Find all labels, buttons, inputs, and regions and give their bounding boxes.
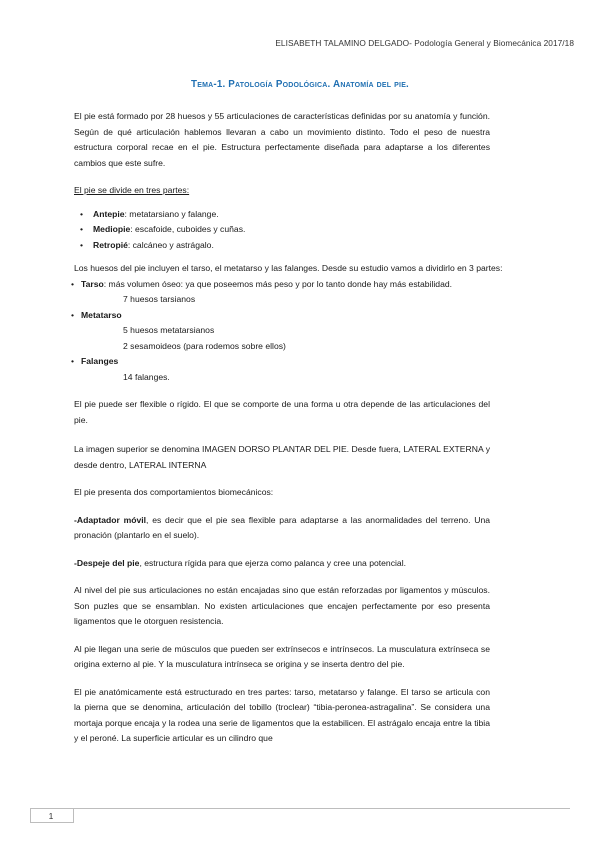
list-item: • Antepie: metatarsiano y falange. [78,207,490,223]
flex-paragraph: El pie puede ser flexible o rígido. El que se comporte de una forma u otra depende de las articulaciones del pie. [74,399,490,425]
document-title: Tema-1. Patología Podológica. Anatomía del pie. [191,79,409,90]
bones-intro: Los huesos del pie incluyen el tarso, el metatarso y las falanges. Desde su estudio vamos a dividirlo en 3 partes: [74,263,503,273]
image-paragraph: La imagen superior se denomina IMAGEN DORSO PLANTAR DEL PIE. Desde fuera, LATERAL EXTERNA y desde dentro, LATERAL INTERNA [74,444,490,470]
biomech-intro: El pie presenta dos comportamientos biomecánicos: [74,487,274,497]
list-item: • Mediopie: escafoide, cuboides y cuñas. [78,222,490,238]
list-item: • Falanges 14 falanges. [71,354,490,385]
footer-divider [30,808,570,809]
list-item: • Retropié: calcáneo y astrágalo. [78,238,490,254]
running-header: ELISABETH TALAMINO DELGADO- Podología General y Biomecánica 2017/18 [275,38,574,48]
list-item: • Metatarso 5 huesos metatarsianos 2 sesamoideos (para rodemos sobre ellos) [71,308,490,355]
despeje-paragraph: -Despeje del pie, estructura rígida para que ejerza como palanca y cree una potencial. [74,557,406,568]
list-item: • Tarso: más volumen óseo: ya que poseemos más peso y por lo tanto donde hay más estabilidad. 7 huesos tarsianos [71,277,560,308]
intro-paragraph: El pie está formado por 28 huesos y 55 articulaciones de características definidas por su anatomía y función. Según de qué articulación hablemos llevaran a cabo un movimiento distinto. Todo el peso de nuestra estructura corporal recae en el pie. Estructura perfectamente diseñada para adaptarse a los diferentes cambios que este sufre. [74,111,490,168]
musculos-paragraph: Al pie llegan una serie de músculos que pueden ser extrínsecos e intrínsecos. La musculatura extrínseca se origina externo al pie. Y la musculatura intrínseca se origina y se inserta dentro del pie. [74,643,490,669]
adaptador-paragraph: -Adaptador móvil, es decir que el pie sea flexible para adaptarse a las anormalidades del terreno. Una pronación (plantarlo en el suelo). [74,514,490,540]
articulaciones-paragraph: Al nivel del pie sus articulaciones no están encajadas sino que están reforzadas por ligamentos y músculos. Son puzles que se ensamblan. No existen articulaciones que encajen perfectamente por eso presenta ligamentos que le otorguen resistencia. [74,585,490,626]
page-number: 1 [48,811,54,821]
document-body [74,109,503,747]
anatomia-paragraph: El pie anatómicamente está estructurado en tres partes: tarso, metatarso y falange. El tarso se articula con la pierna que se denomina, articulación del tobillo (troclear) “tibia-peronea-astragalina”. Se considera una mortaja porque encaja y la rodea una serie de ligamentos que la estabilicen. El astrágalo encaja entre la tibia y el peroné. La superficie articular es un cilindro que [74,686,490,743]
divide-heading: El pie se divide en tres partes: [74,185,190,195]
bones-list [71,277,490,386]
foot-parts-list [74,207,490,254]
